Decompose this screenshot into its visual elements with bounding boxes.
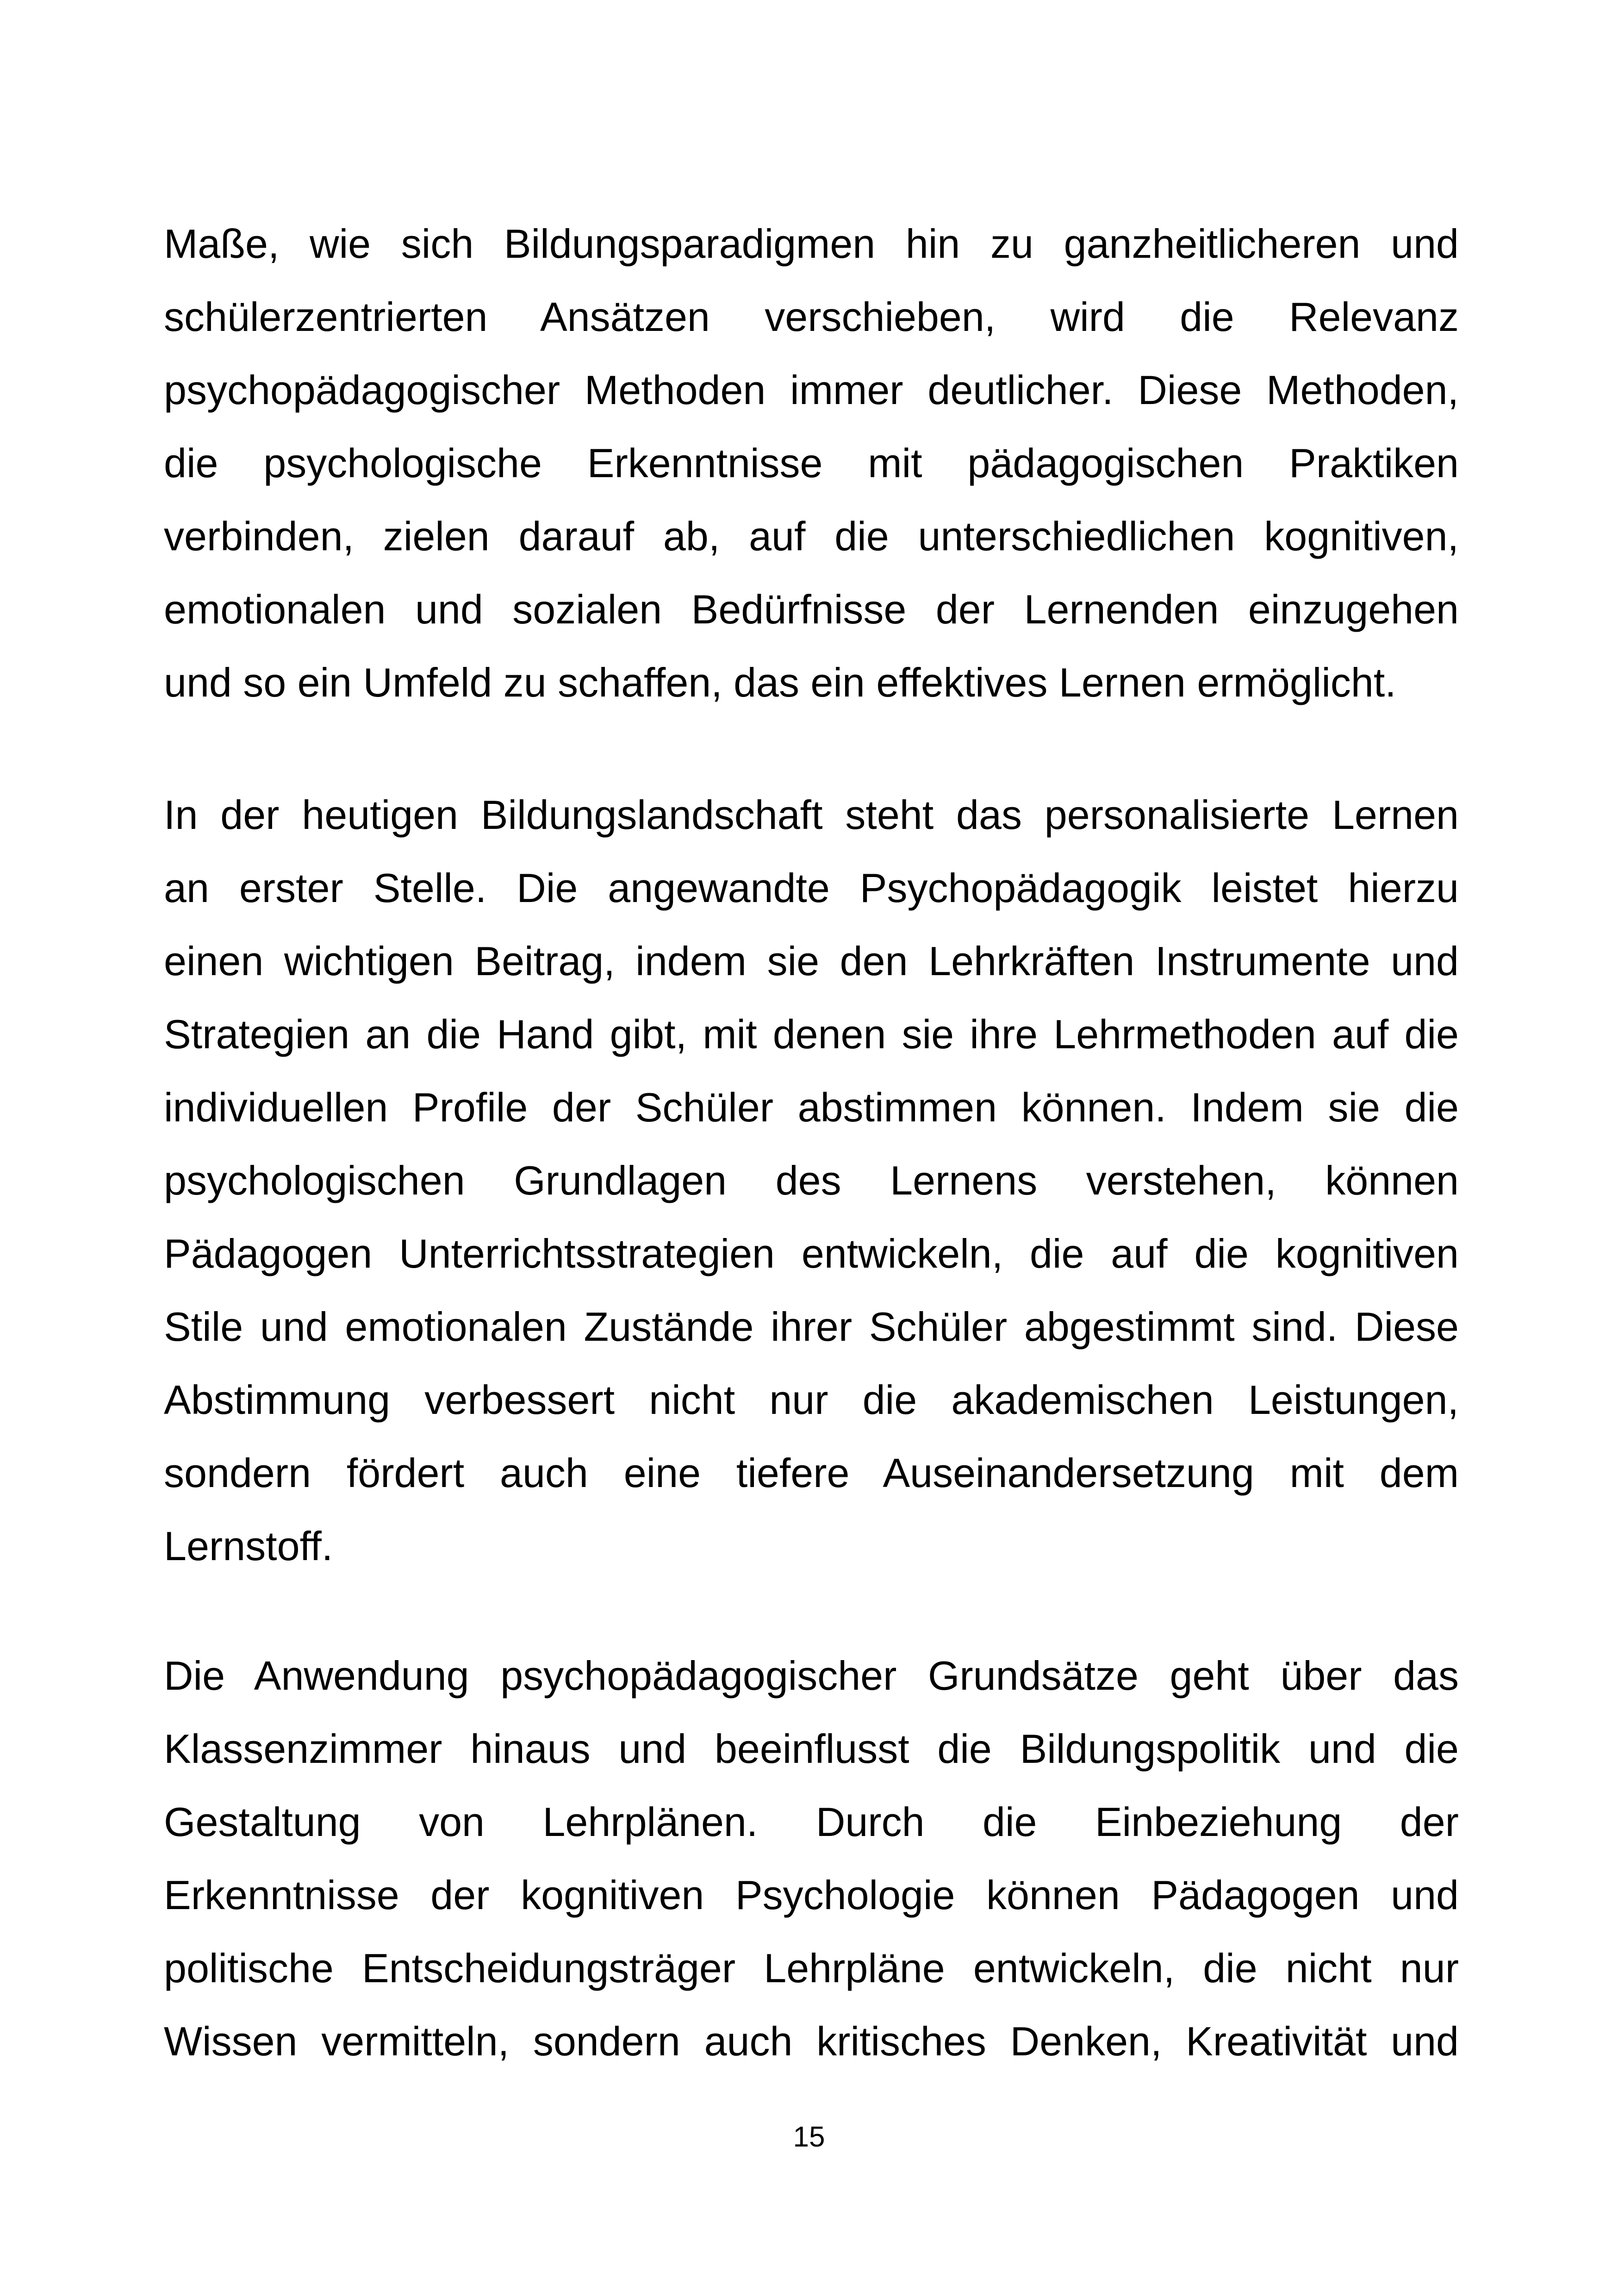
paragraph-line: an erster Stelle. Die angewandte Psychopädagogik leistet hierzu [164,865,1459,911]
paragraph-line: die psychologische Erkenntnisse mit pädagogischen Praktiken [164,440,1459,486]
paragraph-line: politische Entscheidungsträger Lehrpläne entwickeln, die nicht nur [164,1945,1459,1991]
paragraph-line: Pädagogen Unterrichtsstrategien entwickeln, die auf die kognitiven [164,1231,1459,1276]
paragraph-3 [164,1639,1459,2078]
paragraph-line: Maße, wie sich Bildungsparadigmen hin zu ganzheitlicheren und [164,221,1459,267]
paragraph-line: und so ein Umfeld zu schaffen, das ein effektives Lernen ermöglicht. [164,660,1396,705]
paragraph-line: individuellen Profile der Schüler abstimmen können. Indem sie die [164,1084,1459,1130]
paragraph-line: Lernstoff. [164,1523,333,1569]
paragraph-line: schülerzentrierten Ansätzen verschieben, wird die Relevanz [164,294,1459,340]
paragraph-line: Erkenntnisse der kognitiven Psychologie können Pädagogen und [164,1872,1459,1918]
paragraph-line: Wissen vermitteln, sondern auch kritisches Denken, Kreativität und [164,2018,1459,2064]
paragraph-line: emotionalen und sozialen Bedürfnisse der Lernenden einzugehen [164,586,1459,632]
paragraph-line: psychopädagogischer Methoden immer deutlicher. Diese Methoden, [164,367,1459,413]
paragraph-line: psychologischen Grundlagen des Lernens verstehen, können [164,1157,1459,1203]
paragraph-line: Gestaltung von Lehrplänen. Durch die Einbeziehung der [164,1799,1459,1845]
paragraph-1 [164,207,1459,719]
paragraph-line: sondern fördert auch eine tiefere Auseinandersetzung mit dem [164,1450,1459,1496]
paragraph-line: Abstimmung verbessert nicht nur die akademischen Leistungen, [164,1377,1459,1423]
page-number: 15 [793,2121,825,2153]
paragraph-2 [164,778,1459,1583]
paragraph-line: einen wichtigen Beitrag, indem sie den Lehrkräften Instrumente und [164,938,1459,984]
paragraph-line: Die Anwendung psychopädagogischer Grundsätze geht über das [164,1653,1459,1699]
paragraph-line: In der heutigen Bildungslandschaft steht das personalisierte Lernen [164,792,1459,838]
paragraph-line: Strategien an die Hand gibt, mit denen sie ihre Lehrmethoden auf die [164,1011,1459,1057]
paragraph-line: Klassenzimmer hinaus und beeinflusst die Bildungspolitik und die [164,1726,1459,1772]
paragraph-line: verbinden, zielen darauf ab, auf die unterschiedlichen kognitiven, [164,513,1459,559]
paragraph-line: Stile und emotionalen Zustände ihrer Schüler abgestimmt sind. Diese [164,1304,1459,1350]
